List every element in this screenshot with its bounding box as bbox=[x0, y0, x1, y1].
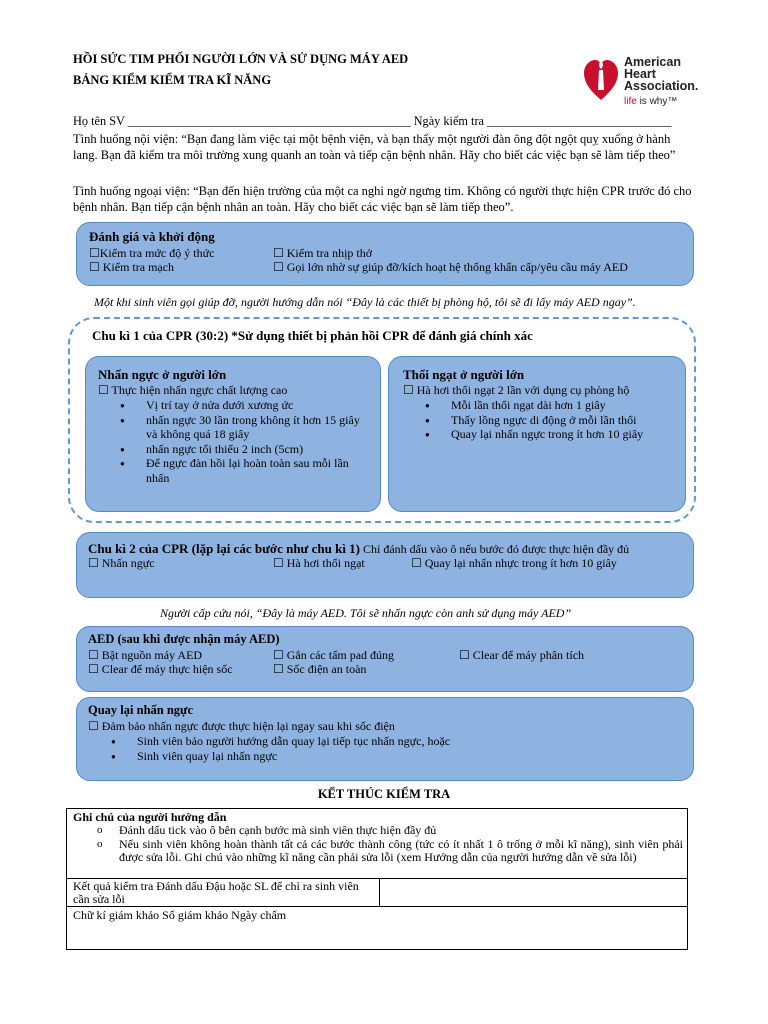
check-clear-shock[interactable]: ☐ Clear để máy thực hiện sốc bbox=[88, 662, 233, 676]
result-divider bbox=[379, 879, 380, 907]
cycle2-heading: Chu kì 2 của CPR (lặp lại các bước như chu kì 1) bbox=[88, 541, 361, 556]
logo-word-3: Association. bbox=[624, 79, 699, 93]
note-tick-instruction: o Đánh dấu tick vào ô bên cạnh bước mà sinh viên thực hiện đầy đủ bbox=[119, 824, 683, 838]
signature-label: Chữ kí giám khảo Số giám khảo Ngày chấm bbox=[73, 908, 287, 922]
scenario-external: Tình huống ngoại viện: “Bạn đến hiện trường của một ca nghi ngờ ngưng tim. Không có người thực hiện CPR trước đó cho bệnh nhân. Bạn tiếp cận bệnh nhân an toàn. Hãy cho biết các việc bạn sẽ làm tiếp theo”. bbox=[73, 184, 692, 214]
check-cycle2-breaths[interactable]: ☐ Hà hơi thổi ngạt bbox=[273, 556, 365, 570]
check-rescue-breaths[interactable]: ☐ Hà hơi thổi ngạt 2 lần với dụng cụ phòng hộ bbox=[403, 383, 630, 397]
check-immediate-resume[interactable]: ☐ Đảm bảo nhấn ngực được thực hiện lại ngay sau khi sốc điện bbox=[88, 719, 395, 733]
bullet-tell-instructor: ● Sinh viên bảo người hướng dẫn quay lại tiếp tục nhấn ngực, hoặc bbox=[137, 734, 603, 749]
aha-logo bbox=[582, 54, 702, 110]
check-power-on[interactable]: ☐ Bật nguồn máy AED bbox=[88, 648, 203, 662]
compression-heading: Nhấn ngực ở người lớn bbox=[98, 367, 227, 382]
check-clear-analyze[interactable]: ☐ Clear để máy phân tích bbox=[459, 648, 585, 662]
logo-tagline: life is why™ bbox=[624, 96, 678, 107]
notes-heading: Ghi chú của người hướng dẫn bbox=[73, 810, 227, 824]
result-label: Kết quả kiểm tra Đánh dấu Đậu hoặc SL để chỉ ra sinh viên cần sửa lỗi bbox=[73, 879, 359, 906]
bullet-student-resume: ● Sinh viên quay lại nhấn ngực bbox=[137, 749, 603, 764]
bullet-hand-position: ● Vị trí tay ở nửa dưới xương ức bbox=[146, 398, 372, 413]
notes-row bbox=[67, 809, 687, 879]
form-title: HỒI SỨC TIM PHỔI NGƯỜI LỚN VÀ SỬ DỤNG MÁY AED bbox=[73, 52, 409, 66]
bullet-compression-count: ● nhấn ngực 30 lần trong không ít hơn 15 giây và không quá 18 giây bbox=[146, 413, 372, 442]
scenario-internal: Tình huống nội viện: “Bạn đang làm việc tại một bệnh viện, và bạn thấy một người đàn ông đột ngột quỵ xuống ở hành lang. Bạn đã kiểm tra môi trường xung quanh an toàn và tiếp cận bệnh nhân. Hãy cho biết các việc bạn sẽ làm tiếp theo” bbox=[73, 132, 676, 162]
check-cycle2-compression[interactable]: ☐ Nhấn ngực bbox=[88, 556, 155, 570]
check-safe-shock[interactable]: ☐ Sốc điện an toàn bbox=[273, 662, 367, 676]
assessment-heading: Đánh giá và khởi động bbox=[89, 229, 215, 244]
cycle2-heading-note: Chỉ đánh dấu vào ô nếu bước đó được thực hiện đầy đủ bbox=[360, 542, 630, 556]
logo-word-1: American bbox=[624, 55, 681, 69]
form-subtitle: BẢNG KIỂM KIỂM TRA KĨ NĂNG bbox=[73, 73, 272, 87]
breathing-heading: Thổi ngạt ở người lớn bbox=[403, 367, 525, 382]
instructor-note-1: Một khi sinh viên gọi giúp đỡ, người hướng dẫn nói “Đây là các thiết bị phòng hộ, tôi sẽ đi lấy máy AED ngay”. bbox=[94, 295, 636, 309]
check-consciousness[interactable]: ☐Kiểm tra mức độ ý thức bbox=[89, 246, 215, 260]
bullet-resume-compression: ● Quay lại nhấn ngực trong ít hơn 10 giây bbox=[451, 427, 677, 442]
check-attach-pads[interactable]: ☐ Gắn các tấm pad đúng bbox=[273, 648, 395, 662]
cycle1-heading: Chu kì 1 của CPR (30:2) *Sử dụng thiết bị phản hồi CPR để đánh giá chính xác bbox=[92, 328, 533, 343]
result-row bbox=[67, 879, 687, 907]
check-breathing[interactable]: ☐ Kiểm tra nhịp thở bbox=[273, 246, 373, 260]
result-field[interactable] bbox=[383, 881, 683, 905]
signature-field[interactable] bbox=[71, 923, 681, 945]
resume-heading: Quay lại nhấn ngực bbox=[88, 703, 194, 717]
heart-torch-icon bbox=[582, 56, 620, 102]
check-quality-compression[interactable]: ☐ Thực hiện nhấn ngực chất lượng cao bbox=[98, 383, 288, 397]
signature-row bbox=[67, 907, 687, 949]
instructor-table bbox=[66, 808, 688, 950]
end-of-test-title: KẾT THÚC KIỂM TRA bbox=[317, 787, 451, 801]
student-info-line: Họ tên SV ______________________________________________ Ngày kiểm tra ______________________________ bbox=[73, 114, 672, 128]
assessment-section bbox=[76, 222, 694, 286]
cycle2-section bbox=[76, 532, 694, 598]
compression-section bbox=[85, 356, 381, 512]
aed-heading: AED (sau khi được nhận máy AED) bbox=[88, 632, 280, 646]
bullet-compression-depth: ● nhấn ngực tối thiểu 2 inch (5cm) bbox=[146, 442, 372, 457]
bullet-chest-recoil: ● Để ngực đàn hồi lại hoàn toàn sau mỗi lần nhấn bbox=[146, 456, 372, 485]
resume-section bbox=[76, 697, 694, 781]
instructor-note-2: Người cấp cứu nói, “Đây là máy AED. Tôi sẽ nhấn ngực còn anh sử dụng máy AED” bbox=[160, 606, 572, 620]
aed-section bbox=[76, 626, 694, 692]
logo-word-2: Heart bbox=[624, 67, 656, 81]
breathing-section bbox=[388, 356, 686, 512]
check-call-help[interactable]: ☐ Gọi lớn nhờ sự giúp đỡ/kích hoạt hệ thống khẩn cấp/yêu cầu máy AED bbox=[273, 260, 628, 274]
check-pulse[interactable]: ☐ Kiểm tra mạch bbox=[89, 260, 175, 274]
check-cycle2-resume[interactable]: ☐ Quay lại nhấn nhực trong ít hơn 10 giây bbox=[411, 556, 617, 570]
note-remediation: o Nếu sinh viên không hoàn thành tất cả các bước thành công (tức có ít nhất 1 ô trống ở mỗi kĩ năng), sinh viên phải được sửa lỗi. Ghi chú vào những kĩ năng cần phải sửa lỗi (xem Hướng dẫn của người hướng dẫn về sửa lỗi) bbox=[119, 838, 683, 865]
bullet-chest-rise: ● Thấy lồng ngực di động ở mỗi lần thổi bbox=[451, 413, 677, 428]
bullet-breath-duration: ● Mỗi lần thổi ngạt dài hơn 1 giây bbox=[451, 398, 677, 413]
